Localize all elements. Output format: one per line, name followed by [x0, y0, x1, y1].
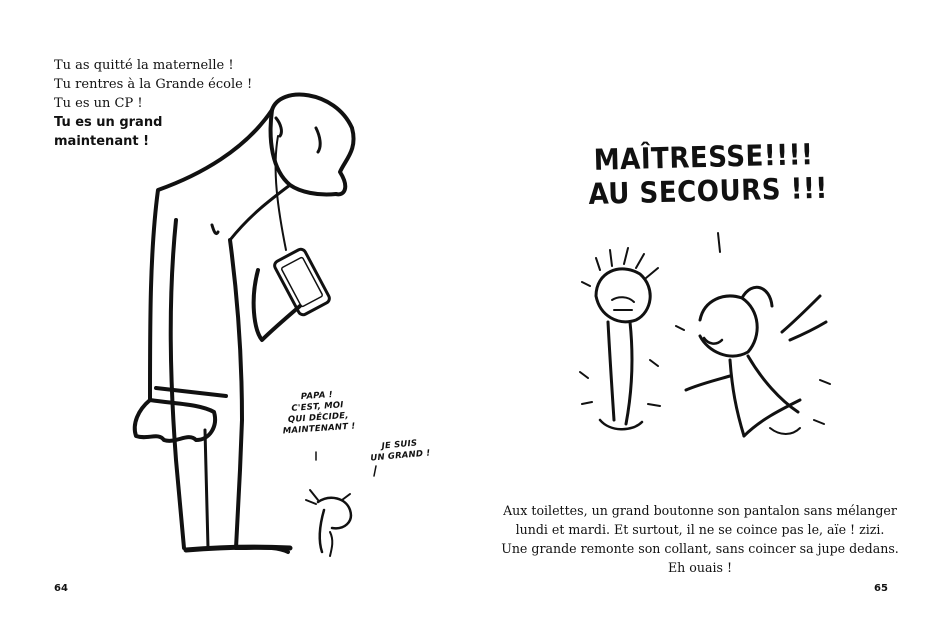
shout-line: AU SECOURS !!! [588, 170, 829, 212]
phone-icon [273, 248, 331, 317]
body-line: Aux toilettes, un grand boutonne son pantalon sans mélanger [503, 503, 897, 518]
page-number-left: 64 [54, 583, 68, 594]
speech-line: C'EST, MOI [291, 400, 344, 414]
intro-line: Tu es un CP ! [54, 96, 143, 111]
speech-line: QUI DÉCIDE, [287, 410, 350, 426]
intro-bold-line: maintenant ! [54, 134, 150, 149]
child-illustration [306, 452, 376, 556]
intro-bold-line: Tu es un grand [54, 115, 163, 130]
intro-line: Tu as quitté la maternelle ! [54, 58, 234, 73]
body-line: Une grande remonte son collant, sans coincer sa jupe dedans. [501, 541, 899, 556]
page-number-right: 65 [874, 583, 888, 594]
panic-scene-illustration [580, 233, 830, 436]
speech-line: MAINTENANT ! [282, 421, 356, 437]
speech-line: PAPA ! [300, 389, 334, 403]
body-line: lundi et mardi. Et surtout, il ne se coince pas le, aïe ! zizi. [515, 522, 885, 537]
shout-line: MAÎTRESSE!!!! [593, 137, 814, 177]
speech-line: UN GRAND ! [370, 448, 431, 464]
father-illustration [135, 95, 354, 552]
speech-line: JE SUIS [381, 438, 418, 452]
body-line: Eh ouais ! [667, 560, 733, 575]
intro-line: Tu rentres à la Grande école ! [54, 77, 253, 92]
